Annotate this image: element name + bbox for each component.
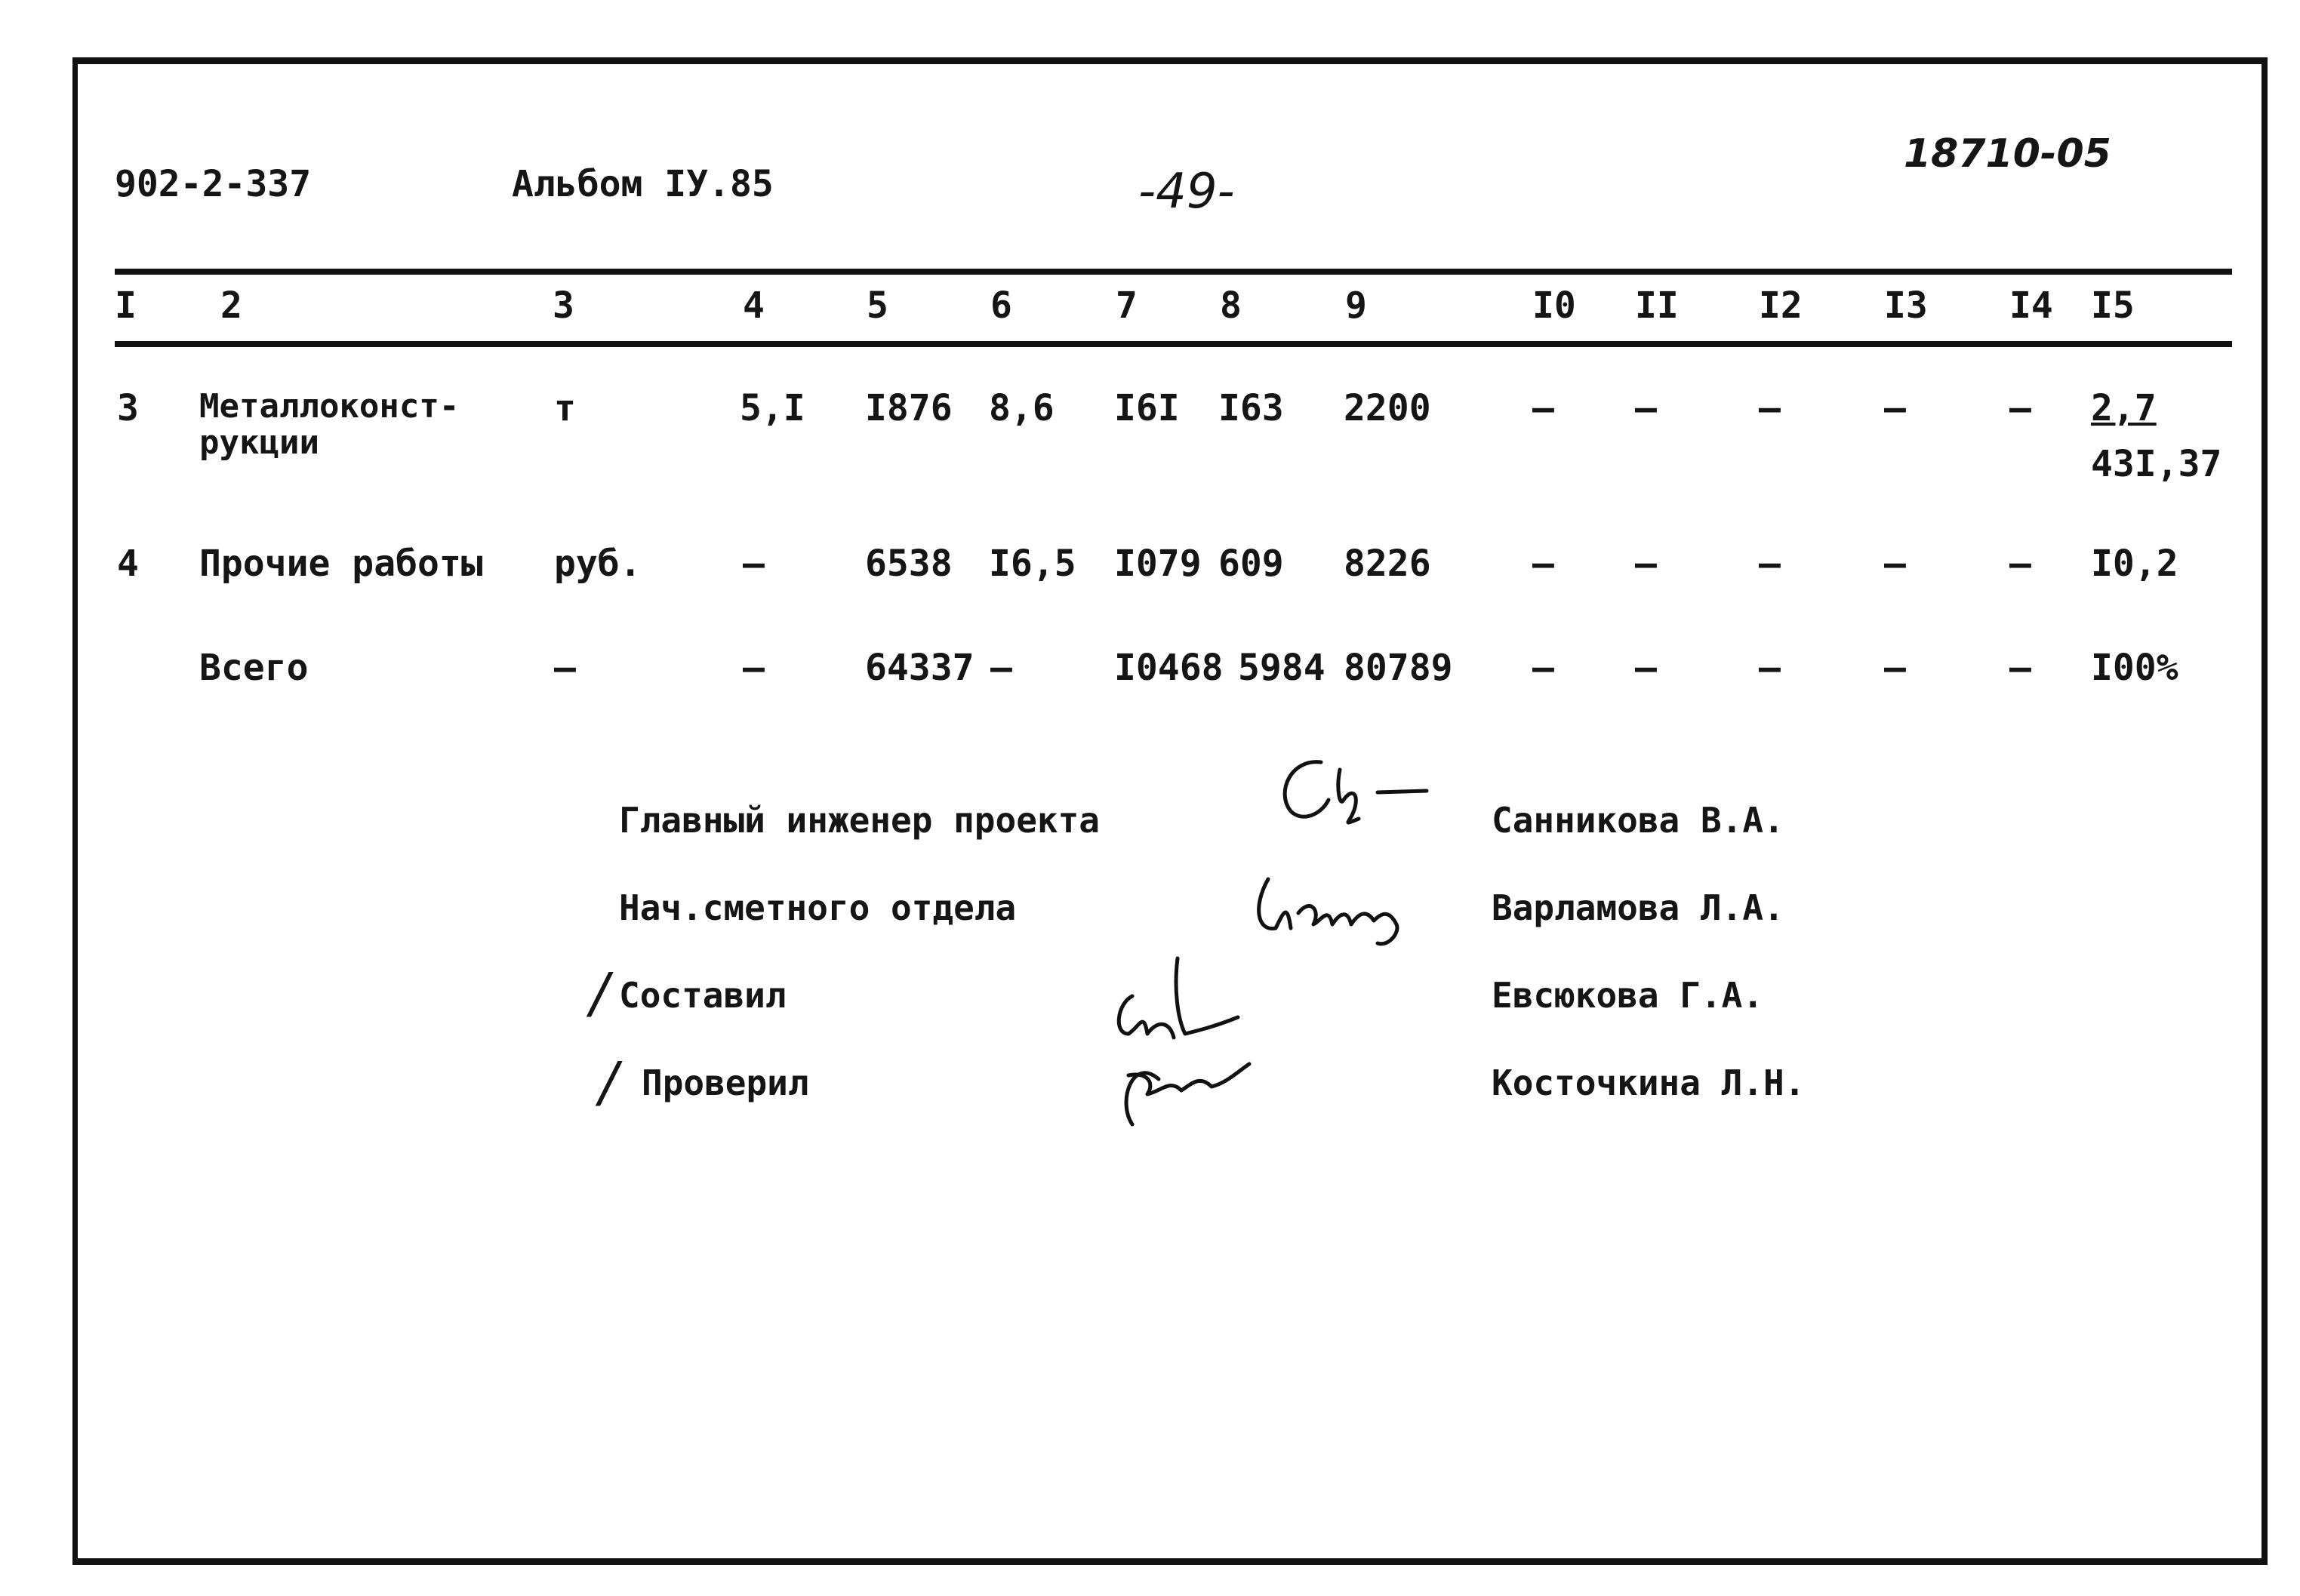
signature-name: Варламова Л.А. [1492, 887, 1784, 928]
row-value: I6I [1114, 387, 1180, 429]
col-header: II [1635, 284, 1679, 327]
header-bottom-rule [115, 341, 2232, 347]
album-label: Альбом IУ.85 [512, 163, 774, 205]
row-share-top: I0,2 [2091, 543, 2178, 585]
row-value: – [1532, 647, 1554, 689]
row-value: – [1759, 387, 1781, 429]
signature-role: Составил [619, 975, 787, 1016]
row-value: 609 [1218, 543, 1284, 585]
row-value: – [1635, 647, 1657, 689]
row-value: 6538 [865, 543, 953, 585]
row-unit: – [554, 647, 576, 689]
col-header: 7 [1116, 284, 1138, 327]
col-header: 9 [1345, 284, 1367, 327]
page-number: -49- [1138, 164, 1235, 220]
row-value: – [1635, 387, 1657, 429]
col-header: 5 [867, 284, 888, 327]
signature-name: Евсюкова Г.А. [1492, 975, 1764, 1016]
row-unit: т [554, 387, 576, 429]
signature-name: Санникова В.А. [1492, 800, 1784, 841]
row-value: – [1532, 543, 1554, 585]
row-value: – [1532, 387, 1554, 429]
row-number: 4 [117, 543, 139, 585]
archive-number: 18710-05 [1904, 131, 2111, 177]
handwritten-signature [1268, 747, 1434, 838]
col-header: 3 [553, 284, 574, 327]
row-value: – [2009, 387, 2031, 429]
col-header: I4 [2009, 284, 2053, 327]
row-value: 8,6 [989, 387, 1055, 429]
col-header: I3 [1884, 284, 1928, 327]
row-value: – [1759, 647, 1781, 689]
signature-role: Нач.сметного отдела [619, 887, 1017, 928]
col-header: 4 [743, 284, 765, 327]
row-name-continued: рукции [199, 423, 319, 462]
row-number: 3 [117, 387, 139, 429]
header-top-rule [115, 269, 2232, 275]
row-value: – [1635, 543, 1657, 585]
row-share-bottom: 43I,37 [2091, 443, 2222, 485]
total-label: Всего [199, 647, 309, 689]
row-value: 64337 [865, 647, 974, 689]
col-header: 2 [220, 284, 242, 327]
col-header: 6 [990, 284, 1012, 327]
row-share-top: 2,7 [2091, 387, 2157, 429]
col-header: I [115, 284, 137, 327]
row-value: – [1759, 543, 1781, 585]
row-share-top: I00% [2091, 647, 2178, 689]
col-header: I0 [1532, 284, 1576, 327]
signature-role: Проверил [642, 1062, 809, 1103]
row-value: I0468 [1114, 647, 1224, 689]
col-header: I2 [1759, 284, 1803, 327]
slash-mark: / [590, 961, 609, 1025]
row-value: 5984 [1238, 647, 1326, 689]
row-value: – [990, 647, 1012, 689]
row-value: – [1884, 387, 1906, 429]
row-value: I63 [1218, 387, 1284, 429]
row-unit: руб. [554, 543, 642, 585]
row-value: 80789 [1344, 647, 1453, 689]
row-value: – [2009, 543, 2031, 585]
handwritten-signature [1087, 951, 1268, 1139]
row-value: 8226 [1344, 543, 1431, 585]
col-header: 8 [1220, 284, 1242, 327]
row-value: – [1884, 647, 1906, 689]
slash-mark: / [599, 1050, 618, 1114]
row-value: – [1884, 543, 1906, 585]
row-value: – [743, 543, 765, 585]
row-value: 5,I [740, 387, 805, 429]
document-sheet [72, 57, 2268, 1565]
row-value: – [743, 647, 765, 689]
row-value: 2200 [1344, 387, 1431, 429]
row-value: – [2009, 647, 2031, 689]
signature-name: Косточкина Л.Н. [1492, 1062, 1806, 1103]
row-value: I6,5 [989, 543, 1076, 585]
row-name: Прочие работы [199, 543, 483, 585]
row-value: I876 [865, 387, 953, 429]
signature-role: Главный инженер проекта [619, 800, 1100, 841]
row-value: I079 [1114, 543, 1202, 585]
col-header: I5 [2091, 284, 2135, 327]
doc-code: 902-2-337 [115, 163, 312, 205]
handwritten-signature [1238, 860, 1427, 951]
row-name: Металлоконст- [199, 387, 460, 426]
